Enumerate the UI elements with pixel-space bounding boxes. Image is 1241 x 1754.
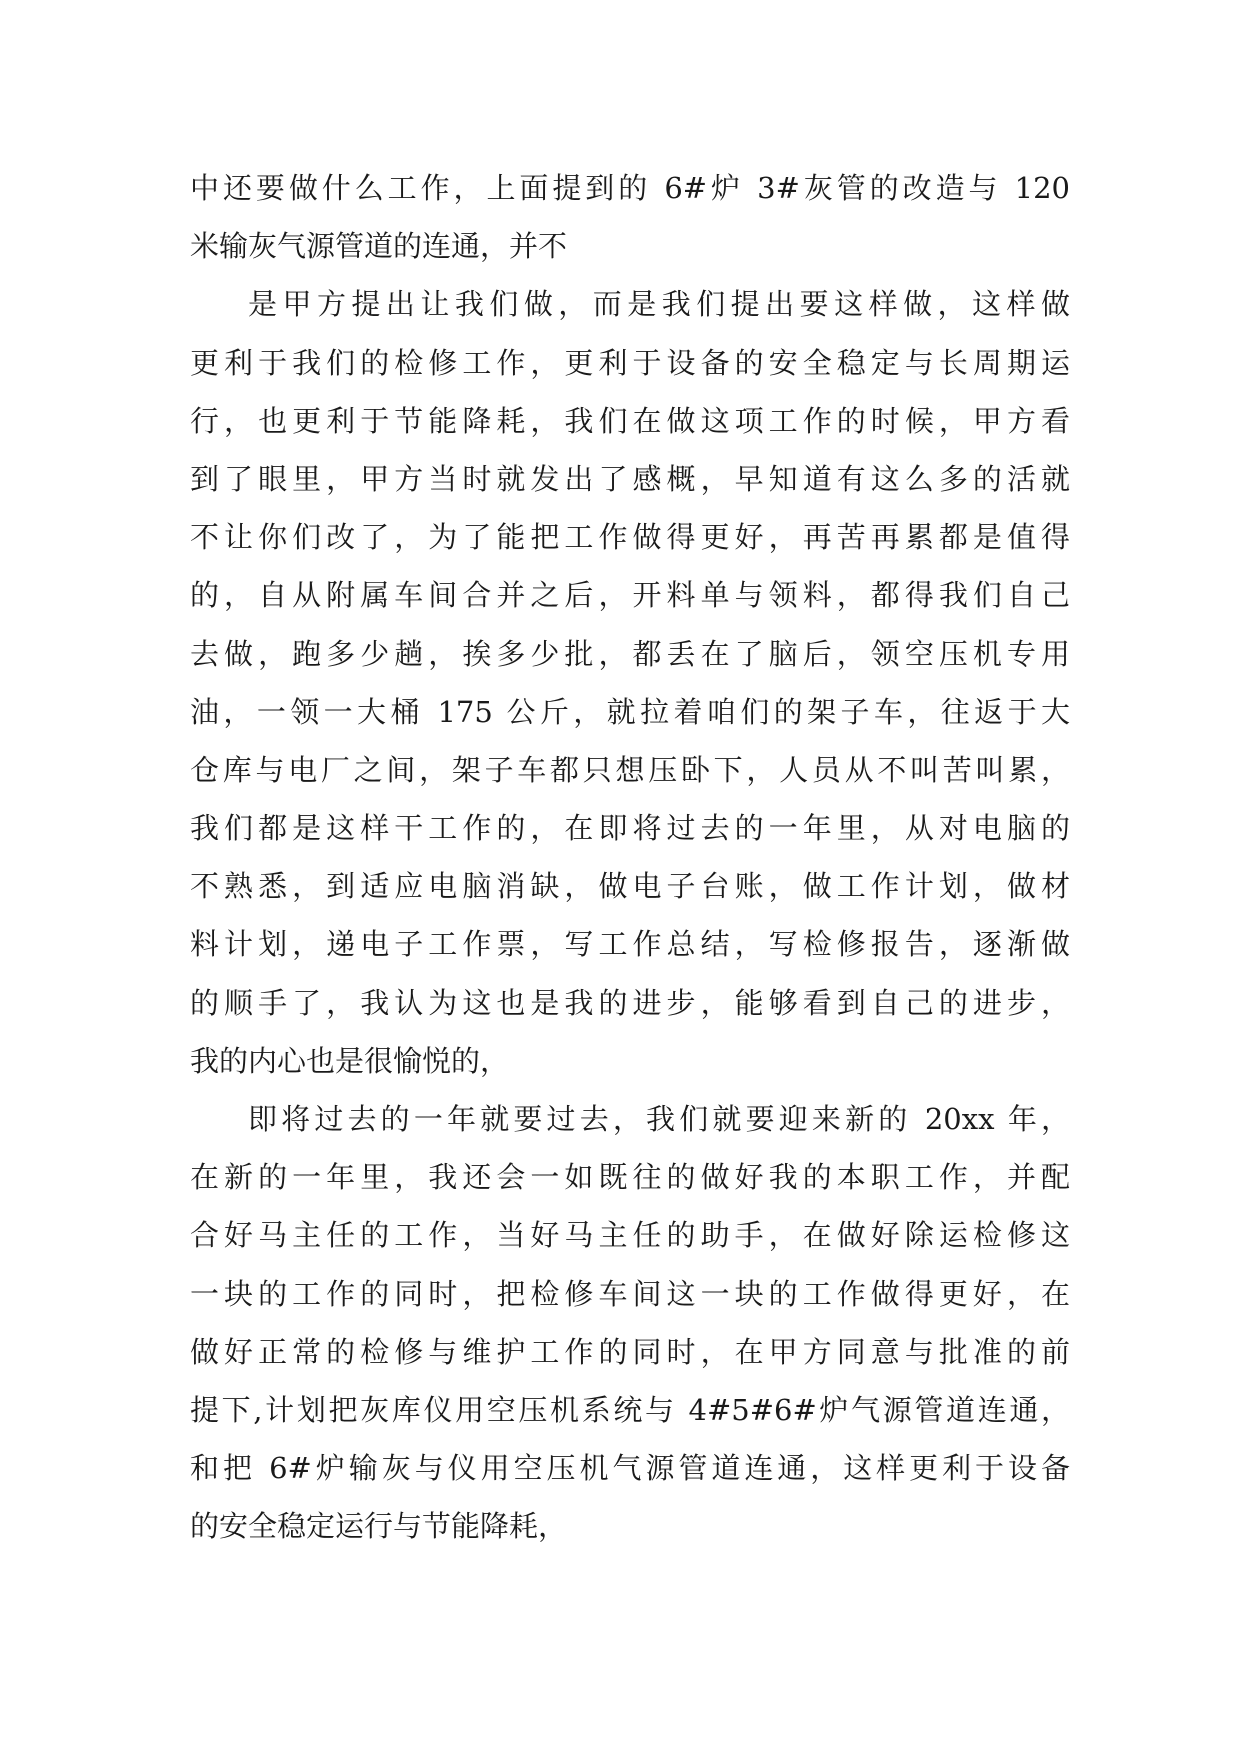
- text-line: 一块的工作的同时，把检修车间这一块的工作做得更好，在: [190, 1276, 1070, 1311]
- text-line: 不熟悉，到适应电脑消缺，做电子台账，做工作计划，做材: [190, 869, 1070, 904]
- text-line: 行，也更利于节能降耗，我们在做这项工作的时候，甲方看: [190, 403, 1070, 438]
- paragraph-first-line: 是甲方提出让我们做，而是我们提出要这样做，这样做: [248, 287, 1070, 322]
- text-line: 合好马主任的工作，当好马主任的助手，在做好除运检修这: [190, 1218, 1070, 1253]
- document-body: [190, 159, 1070, 1556]
- text-line: 做好正常的检修与维护工作的同时，在甲方同意与批准的前: [190, 1334, 1070, 1369]
- text-line: 不让你们改了，为了能把工作做得更好，再苦再累都是值得: [190, 520, 1070, 555]
- text-line: 我的内心也是很愉悦的，: [190, 1043, 510, 1078]
- text-line: 提下,计划把灰库仪用空压机系统与 4#5#6#炉气源管道连通，: [190, 1392, 1070, 1427]
- text-line: 的安全稳定运行与节能降耗，: [190, 1509, 568, 1544]
- text-line: 油，一领一大桶 175 公斤，就拉着咱们的架子车，往返于大: [190, 694, 1070, 729]
- text-line: 我们都是这样干工作的，在即将过去的一年里，从对电脑的: [190, 811, 1070, 846]
- text-line: 料计划，递电子工作票，写工作总结，写检修报告，逐渐做: [190, 927, 1070, 962]
- paragraph-first-line: 即将过去的一年就要过去，我们就要迎来新的 20xx 年，: [248, 1102, 1070, 1136]
- text-line: 到了眼里，甲方当时就发出了感概，早知道有这么多的活就: [190, 461, 1070, 496]
- text-line: 去做，跑多少趟，挨多少批，都丢在了脑后，领空压机专用: [190, 636, 1070, 671]
- text-line: 在新的一年里，我还会一如既往的做好我的本职工作，并配: [190, 1160, 1070, 1195]
- text-line: 仓库与电厂之间，架子车都只想压卧下，人员从不叫苦叫累，: [190, 752, 1070, 787]
- text-line: 更利于我们的检修工作，更利于设备的安全稳定与长周期运: [190, 345, 1070, 380]
- text-line: 中还要做什么工作，上面提到的 6#炉 3#灰管的改造与 120: [190, 171, 1070, 205]
- text-line: 的顺手了，我认为这也是我的进步，能够看到自己的进步，: [190, 985, 1070, 1020]
- text-line: 米输灰气源管道的连通，并不: [190, 229, 568, 264]
- text-line: 的，自从附属车间合并之后，开料单与领料，都得我们自己: [190, 578, 1070, 613]
- text-line: 和把 6#炉输灰与仪用空压机气源管道连通，这样更利于设备: [190, 1451, 1070, 1486]
